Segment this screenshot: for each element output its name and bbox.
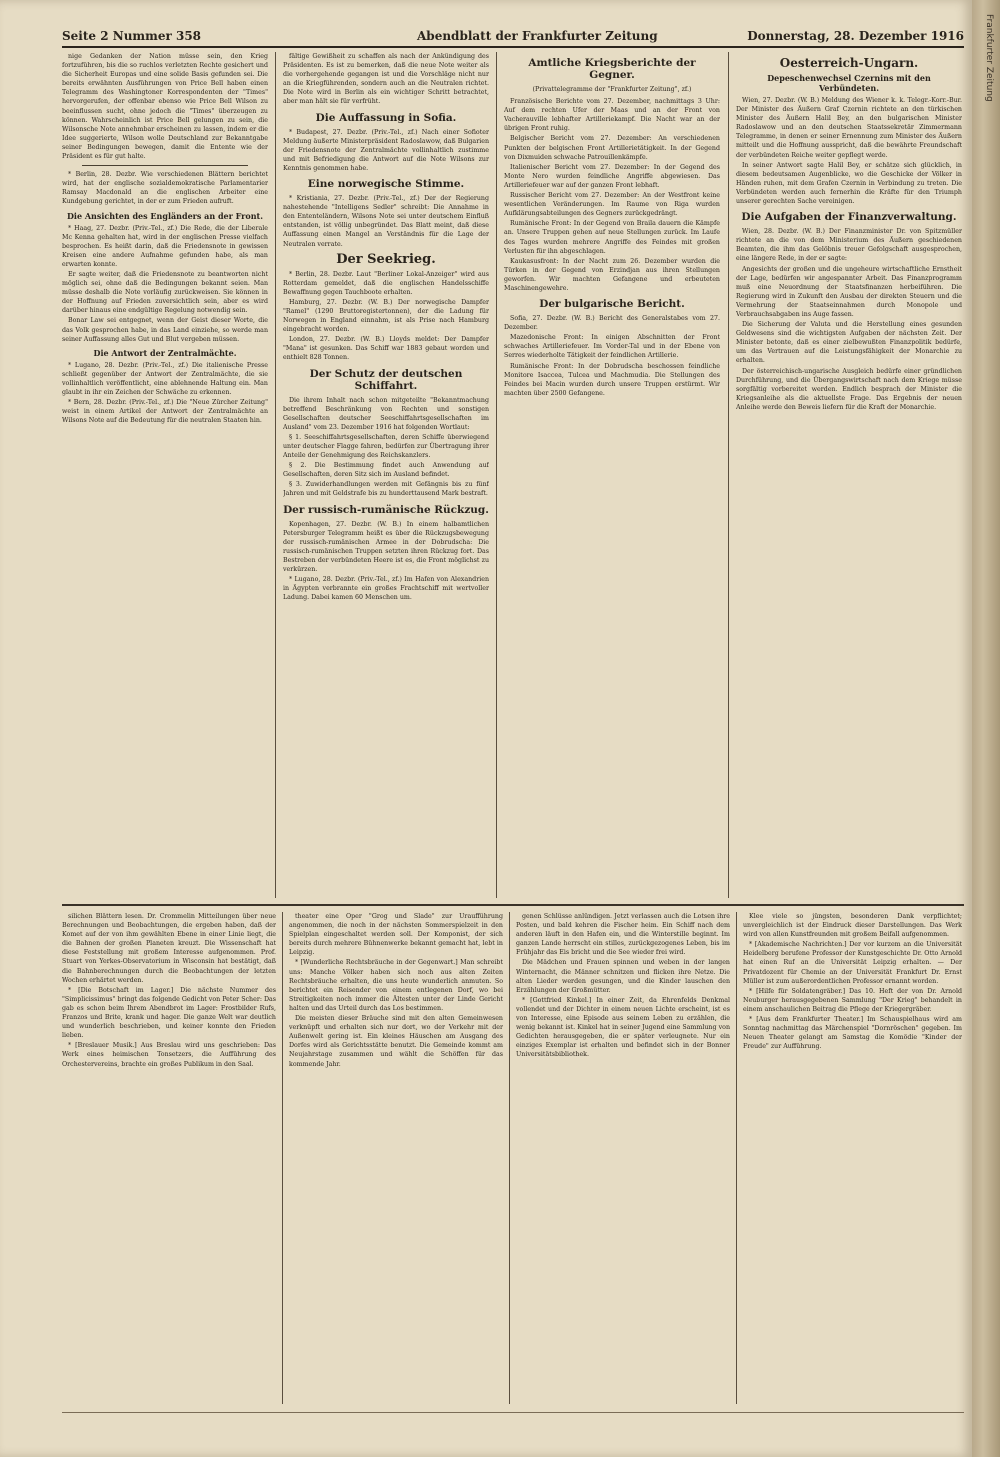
paragraph: * Lugano, 28. Dezbr. (Priv.-Tel., zf.) Im Hafen von Alexandrien in Ägypten verbrannte ein großes Frachtschiff mit wertvoller Ladung. Dabei kamen 60 Menschen um.	[283, 576, 489, 602]
paragraph: Klee viele so jüngsten, besonderen Dank verpflichtet; unvergleichlich ist der Eindruck dieser Darstellungen. Das Werk wird von allen Kunstfreunden mit großem Beifall aufgenommen.	[743, 913, 962, 939]
column-rule	[282, 912, 283, 1404]
paragraph: Die ihrem Inhalt nach schon mitgeteilte "Bekanntmachung betreffend Beschränkung von Rechten und sonstigen Gesellschaften deutscher Seeschiffahrtsgesellschaften im Ausland" vom 23. Dezember 1916 hat folgenden Wortlaut:	[283, 396, 489, 431]
feuilleton-rule	[62, 904, 964, 906]
headline-rueckzug: Der russisch-rumänische Rückzug.	[283, 503, 489, 516]
separator	[82, 165, 248, 166]
paragraph: Belgischer Bericht vom 27. Dezember: An verschiedenen Punkten der belgischen Front Artillerietätigkeit. In der Gegend von Dixmuiden schwache Patrouillenkämpfe.	[504, 135, 720, 161]
paragraph: * Budapest, 27. Dezbr. (Priv.-Tel., zf.) Nach einer Sofioter Meldung äußerte Ministerpräsident Radoslawow, daß Bulgarien der Friedensnote der Zentralmächte vollinhaltlich zustimme und mit Befriedigung die Antwort auf die Note Wilsons zur Kenntnis genommen habe.	[283, 128, 489, 172]
paragraph: * [Gottfried Kinkel.] In einer Zeit, da Ehrenfelds Denkmal vollendet und der Dichter in einem neuen Lichte erscheint, ist es von Interesse, eine Episode aus seinem Leben zu erzählen, die wenig bekannt ist. Kinkel hat in seiner Jugend eine Sammlung von Gedichten herausgegeben, die er später verleugnete. Nur ein einziges Exemplar ist erhalten und befindet sich in der Bonner Universitätsbibliothek.	[516, 996, 730, 1059]
paragraph: * [Akademische Nachrichten.] Der vor kurzem an die Universität Heidelberg berufene Professor der Kunstgeschichte Dr. Otto Arnold hat einen Ruf an die Universität Leipzig erhalten. — Der Privatdozent für Chemie an der Universität Frankfurt Dr. Ernst Müller ist zum außerordentlichen Professor ernannt worden.	[743, 941, 962, 985]
paragraph: * [Hilfe für Soldatengräber.] Das 10. Heft der von Dr. Arnold Neuburger herausgegebenen Sammlung "Der Krieg" behandelt in einem anschaulichen Beitrag die Pflege der Kriegergräber.	[743, 987, 962, 1013]
paragraph: * Bern, 28. Dezbr. (Priv.-Tel., zf.) Die "Neue Zürcher Zeitung" weist in einem Artikel der Antwort der Zentralmächte an Wilsons Note auf die Bedeutung für die neutralen Staaten hin.	[62, 399, 268, 425]
fold-line	[62, 1412, 964, 1413]
column-rule	[496, 52, 497, 898]
dateline: (Privattelegramme der "Frankfurter Zeitung", zf.)	[532, 86, 692, 93]
paragraph: Die Mädchen und Frauen spinnen und weben in der langen Winternacht, die Männer schnitzen und flicken ihre Netze. Die alten Lieder werden gesungen, und die Kinder lauschen den Erzählungen der Großmütter.	[516, 959, 730, 994]
paragraph: * [Breslauer Musik.] Aus Breslau wird uns geschrieben: Das Werk eines heimischen Tonsetzers, die Aufführung des Orchestervereins, brachte ein großes Publikum in den Saal.	[62, 1042, 276, 1068]
adjacent-page-edge	[972, 0, 1000, 1457]
paragraph: Die Sicherung der Valuta und die Herstellung eines gesunden Geldwesens sind die wichtigsten Aufgaben der nächsten Zeit. Der Minister betonte, daß es einer zielbewußten Finanzpolitik bedürfe, um das Vertrauen auf die Leistungsfähigkeit der Monarchie zu erhalten.	[736, 321, 962, 365]
paragraph: * [Die Botschaft im Lager.] Die nächste Nummer des "Simplicissimus" bringt das folgende Gedicht von Peter Scher: Das gab es schon beim Ihrem Abendbrot im Lager: Frostbilder Rufs, Franzos und Brite, krank und hager. Die ganze Welt war deutlich und wunderlich beschrieben, und keiner konnte den Frieden lieben.	[62, 986, 276, 1040]
headline-bulgarischer-bericht: Der bulgarische Bericht.	[539, 298, 685, 311]
feuilleton-column-3	[516, 912, 730, 1404]
headline-oesterreich-ungarn: Oesterreich-Ungarn.	[779, 56, 919, 70]
feuilleton-column-4	[743, 912, 962, 1404]
paragraph: * [Aus dem Frankfurter Theater.] Im Schauspielhaus wird am Sonntag nachmittag das Märchenspiel "Dornröschen" gegeben. Im Neuen Theater gelangt am Samstag die Komödie "Kinder der Freude" zur Aufführung.	[743, 1016, 962, 1051]
paragraph: fältige Gewißheit zu schaffen als nach der Ankündigung des Präsidenten. Es ist zu bemerken, daß die neue Note weiter als die vorhergehende gegangen ist und die Vorschläge nicht nur an die Kriegführenden, sondern auch an die Neutralen richtet. Die Note wird in Berlin als ein wichtiger Schritt betrachtet, aber man hält sie für verfrüht.	[283, 53, 489, 106]
paragraph: Mazedonische Front: In einigen Abschnitten der Front schwaches Artilleriefeuer. Im Vorder-Tal und in der Ebene von Serres wiederholte Tätigkeit der feindlichen Artillerie.	[504, 334, 720, 360]
paragraph: In seiner Antwort sagte Halil Bey, er schätze sich glücklich, in diesem bedeutsamen Augenblicke, wo die Geschicke der Völker in Händen ruhen, mit dem Grafen Czernin in Verbindung zu treten. Die Verbündeten werden auch fernerhin die Kräfte für den Triumph unserer gerechten Sache vereinigen.	[736, 161, 962, 206]
paragraph: Er sagte weiter, daß die Friedensnote zu beantworten nicht möglich sei, ohne daß die Bedingungen bekannt seien. Man müsse deshalb die Note vorläufig zurückweisen. Sie können in der Hoffnung auf Frieden zuversichtlich sein, aber es wird darüber hinaus eine endgültige Regelung notwendig sein.	[62, 270, 268, 315]
column-rule	[736, 912, 737, 1404]
paragraph: Kopenhagen, 27. Dezbr. (W. B.) In einem halbamtlichen Petersburger Telegramm heißt es über die Rückzugsbewegung der russisch-rumänischen Armee in der Dobrudscha: Die russisch-rumänischen Truppen setzten ihren Rückzug fort. Das Bestreben der verbündeten Heere ist es, die Front möglichst zu verkürzen.	[283, 520, 489, 574]
paragraph: Hamburg, 27. Dezbr. (W. B.) Der norwegische Dampfer "Ramel" (1290 Bruttoregistertonnen), der die Ladung für Norwegen in England einnahm, ist als Prise nach Hamburg eingebracht worden.	[283, 298, 489, 334]
paragraph: Die meisten dieser Bräuche sind mit den alten Gemeinwesen verknüpft und erhalten sich nur dort, wo der Verkehr mit der Außenwelt gering ist. Ein kleines Häuschen am Ausgang des Dorfes wird als Gerichtsstätte benutzt. Die Gemeinde kommt am Neujahrstage zusammen und wählt die Schöffen für das kommende Jahr.	[289, 1015, 503, 1068]
issue-date: Donnerstag, 28. Dezember 1916	[747, 29, 964, 43]
headline-schutz-schiffahrt: Der Schutz der deutschen Schiffahrt.	[309, 367, 463, 392]
column-1	[62, 52, 268, 898]
paragraph: * [Wunderliche Rechtsbräuche in der Gegenwart.] Man schreibt uns: Manche Völker haben sich noch aus alten Zeiten Rechtsbräuche erhalten, die uns heute wunderlich anmuten. So berichtet ein Reisender von einem entlegenen Dorf, wo bei Streitigkeiten noch immer die Ältesten unter der Linde Gericht halten und das Urteil durch das Los bestimmen.	[289, 959, 503, 1012]
paragraph: * Lugano, 28. Dezbr. (Priv.-Tel., zf.) Die italienische Presse schließt gegenüber der Antwort der Zentralmächte, die sie vollinhaltlich veröffentlicht, eine ablehnende Haltung ein. Man glaubt in ihr ein Zeichen der Schwäche zu erkennen.	[62, 361, 268, 396]
paragraph: Kaukasusfront: In der Nacht zum 26. Dezember wurden die Türken in der Gegend von Erzindjan aus ihren Stellungen geworfen. Wir machten Gefangene und erbeuteten Maschinengewehre.	[504, 257, 720, 292]
paragraph: silichen Blättern lesen. Dr. Crommelin Mitteilungen über neue Berechnungen und Beobachtungen, die ergeben haben, daß der Komet auf der von ihm gewählten Ebene in einer Linie liegt, die die Bahnen der großen Planeten kreuzt. Die Wissenschaft hat diese Feststellung mit großem Interesse aufgenommen. Prof. Stuart von Yerkes-Observatorium in Wisconsin hat bestätigt, daß die Bahnberechnungen durch die Beobachtungen der letzten Wochen erhärtet werden.	[62, 913, 276, 984]
paragraph: Russischer Bericht vom 27. Dezember: An der Westfront keine wesentlichen Veränderungen. Im Raume von Riga wurden Aufklärungsabteilungen des Gegners zurückgedrängt.	[504, 192, 720, 218]
paragraph: Sofia, 27. Dezbr. (W. B.) Bericht des Generalstabes vom 27. Dezember.	[504, 315, 720, 332]
column-2	[283, 52, 489, 898]
headline-finanzverwaltung: Die Aufgaben der Finanzverwaltung.	[741, 211, 957, 224]
paragraph: * Berlin, 28. Dezbr. Laut "Berliner Lokal-Anzeiger" wird aus Rotterdam gemeldet, daß die englischen Handelsschiffe Bewaffnung gegen Tauchboote erhalten.	[283, 270, 489, 296]
headline-ansichten: Die Ansichten des Engländers an der Front.	[66, 210, 264, 221]
headline-sofia: Die Auffassung in Sofia.	[315, 111, 457, 124]
paragraph: theater eine Oper "Grog und Slade" zur Uraufführung angenommen, die noch in der nächsten Sommerspielzeit in den Spielplan eingeschaltet werden soll. Der Komponist, der sich bereits durch mehrere Bühnenwerke bekannt gemacht hat, lebt in Leipzig.	[289, 913, 503, 957]
paragraph: genen Schlüsse anlündigen. Jetzt verlassen auch die Lotsen ihre Posten, und bald kehren die Fischer heim. Ein Schiff nach dem anderen läuft in den Hafen ein, und die Winterstille beginnt. Im ganzen Lande herrscht ein stilles, zurückgezogenes Leben, bis im Frühjahr das Eis bricht und die See wieder frei wird.	[516, 913, 730, 957]
feuilleton-column-1	[62, 912, 276, 1404]
column-rule	[728, 52, 729, 898]
headline-amtliche-kriegsberichte: Amtliche Kriegsberichte der Gegner.	[528, 57, 696, 81]
paragraph: London, 27. Dezbr. (W. B.) Lloyds meldet: Der Dampfer "Mana" ist gesunken. Das Schiff war 1883 gebaut worden und enthielt 828 Tonnen.	[283, 336, 489, 362]
paragraph: § 1. Seeschiffahrtsgesellschaften, deren Schiffe überwiegend unter deutscher Flagge fahren, bedürfen zur Übertragung ihrer Anteile der Genehmigung des Reichskanzlers.	[283, 433, 489, 460]
article-lead-1	[62, 52, 268, 161]
page-number: Seite 2 Nummer 358	[62, 29, 202, 43]
paragraph: Der österreichisch-ungarische Ausgleich bedürfe einer gründlichen Durchführung, und die Übergangswirtschaft nach dem Kriege müsse sorgfältig vorbereitet werden. Endlich besprach der Minister die Kriegsanleihe als die aktuellste Frage. Das Ergebnis der neuen Anleihe werde den Beweis liefern für die Kraft der Monarchie.	[736, 367, 962, 411]
newspaper-title: Abendblatt der Frankfurter Zeitung	[417, 29, 658, 43]
column-4	[736, 52, 962, 898]
column-rule	[509, 912, 510, 1404]
edge-text: Frankfurter Zeitung	[984, 14, 994, 102]
headline-norwegische-stimme: Eine norwegische Stimme.	[307, 178, 465, 191]
headline-czernin: Depeschenwechsel Czernins mit den Verbündeten.	[767, 73, 931, 93]
column-rule	[275, 52, 276, 898]
paragraph: Angesichts der großen und die ungeheure wirtschaftliche Ernstheit der Lage, bedürfen wir angespannter Arbeit. Das Finanzprogramm muß eine Neuordnung der Staatsfinanzen herbeiführen. Die Regierung wird in Zukunft den Ausbau der direkten Steuern und die Vermehrung der Staatseinnahmen durch Monopole und Verbrauchsabgaben ins Auge fassen.	[736, 265, 962, 318]
paragraph: Rumänische Front: In der Gegend von Braila dauern die Kämpfe an. Unsere Truppen gehen auf neue Stellungen zurück. Im Laufe des Tages wurden mehrere Angriffe des Feindes mit großen Verlusten für ihn abgeschlagen.	[504, 220, 720, 255]
feuilleton-column-2	[289, 912, 503, 1404]
column-3	[504, 52, 720, 898]
paragraph: nige Gedanken der Nation müsse sein, den Krieg fortzuführen, bis die so ruchlos verletzten Rechte gesichert und die Sicherheit Europas und eine solide Basis gefunden sei. Die bereits erwähnten Ausführungen von Price Bell haben einen Telegramm des Washingtoner Korrespondenten der "Times" hervorgerufen, der offenbar ebenso wie Price Bell Wilson zu beeinflussen sucht, ohne jedoch die "Times" überzeugen zu können. Wahrscheinlich ist Price Bell gelungen zu sein, die Wilsonsche Note annehmbar erscheinen zu lassen, indem er die Idee suggerierte, Wilson wolle Deutschland zur Bekanntgabe seiner Bedingungen bewegen, damit die Entente wie der Präsident es für gut halte.	[62, 53, 268, 161]
paragraph: § 3. Zuwiderhandlungen werden mit Gefängnis bis zu fünf Jahren und mit Geldstrafe bis zu hunderttausend Mark bestraft.	[283, 481, 489, 498]
paragraph: Wien, 28. Dezbr. (W. B.) Der Finanzminister Dr. von Spitzmüller richtete an die von dem Ministerium des Äußern geschiedenen Beamten, die ihm das Gelöbnis treuer Gefolgschaft ausgesprochen, eine längere Rede, in der er sagte:	[736, 228, 962, 263]
masthead	[62, 28, 964, 48]
paragraph: § 2. Die Bestimmung findet auch Anwendung auf Gesellschaften, deren Sitz sich im Ausland befindet.	[283, 462, 489, 479]
paragraph: * Berlin, 28. Dezbr. Wie verschiedenen Blättern berichtet wird, hat der englische sozialdemokratische Parlamentarier Ramsay Macdonald an die englischen Arbeiter eine Kundgebung gerichtet, in der er zum Frieden aufruft.	[62, 171, 268, 206]
paragraph: Rumänische Front: In der Dobrudscha beschossen feindliche Monitore Isaccea, Tulcea und Machmudia. Die Stellungen des Feindes bei Macin wurden durch unsere Truppen erstürmt. Wir machten über 2500 Gefangene.	[504, 362, 720, 397]
paragraph: Italienischer Bericht vom 27. Dezember: In der Gegend des Monte Nero wurden feindliche Angriffe abgewiesen. Das Artilleriefeuer war auf der ganzen Front lebhaft.	[504, 163, 720, 189]
paragraph: Französische Berichte vom 27. Dezember, nachmittags 3 Uhr: Auf dem rechten Ufer der Maas und an der Front von Vacherauville lebhafter Artilleriekampf. Die Nacht war an der übrigen Front ruhig.	[504, 98, 720, 133]
paragraph: Wien, 27. Dezbr. (W. B.) Meldung des Wiener k. k. Telegr.-Korr.-Bur. Der Minister des Äußern Graf Czernin richtete an den türkischen Minister des Äußern Halil Bey, an den bulgarischen Minister Radoslawow und an den deutschen Staatssekretär Zimmermann Telegramme, in denen er seiner Ernennung zum Minister des Äußern mitteilt und die Hoffnung ausspricht, daß die bewährte Freundschaft der verbündeten Reiche weiter gepflegt werde.	[736, 97, 962, 159]
headline-seekrieg: Der Seekrieg.	[336, 251, 436, 267]
paragraph: * Haag, 27. Dezbr. (Priv.-Tel., zf.) Die Rede, die der Liberale Mc Kenna gehalten hat, wird in der englischen Presse vielfach besprochen. Es heißt darin, daß die Friedensnote in gewissen Kreisen eine andere Aufnahme gefunden habe, als man erwarten konnte.	[62, 224, 268, 268]
headline-antwort: Die Antwort der Zentralmächte.	[93, 347, 237, 358]
paragraph: * Kristiania, 27. Dezbr. (Priv.-Tel., zf.) Der der Regierung nahestehende "Intelligens Sedler" schreibt: Die Annahme in den Ententeländern, Wilsons Note sei unter deutschem Einfluß entstanden, ist völlig unbegründet. Das Blatt meint, daß diese Auffassung einen Mangel an Verständnis für die Lage der Neutralen verrate.	[283, 195, 489, 248]
paragraph: Bonar Law sei entgegnet, wenn der Geist dieser Worte, die das Volk gesprochen habe, in das Land einziehe, so werde man seiner Auffassung alles Gut und Blut vergeben müssen.	[62, 317, 268, 343]
